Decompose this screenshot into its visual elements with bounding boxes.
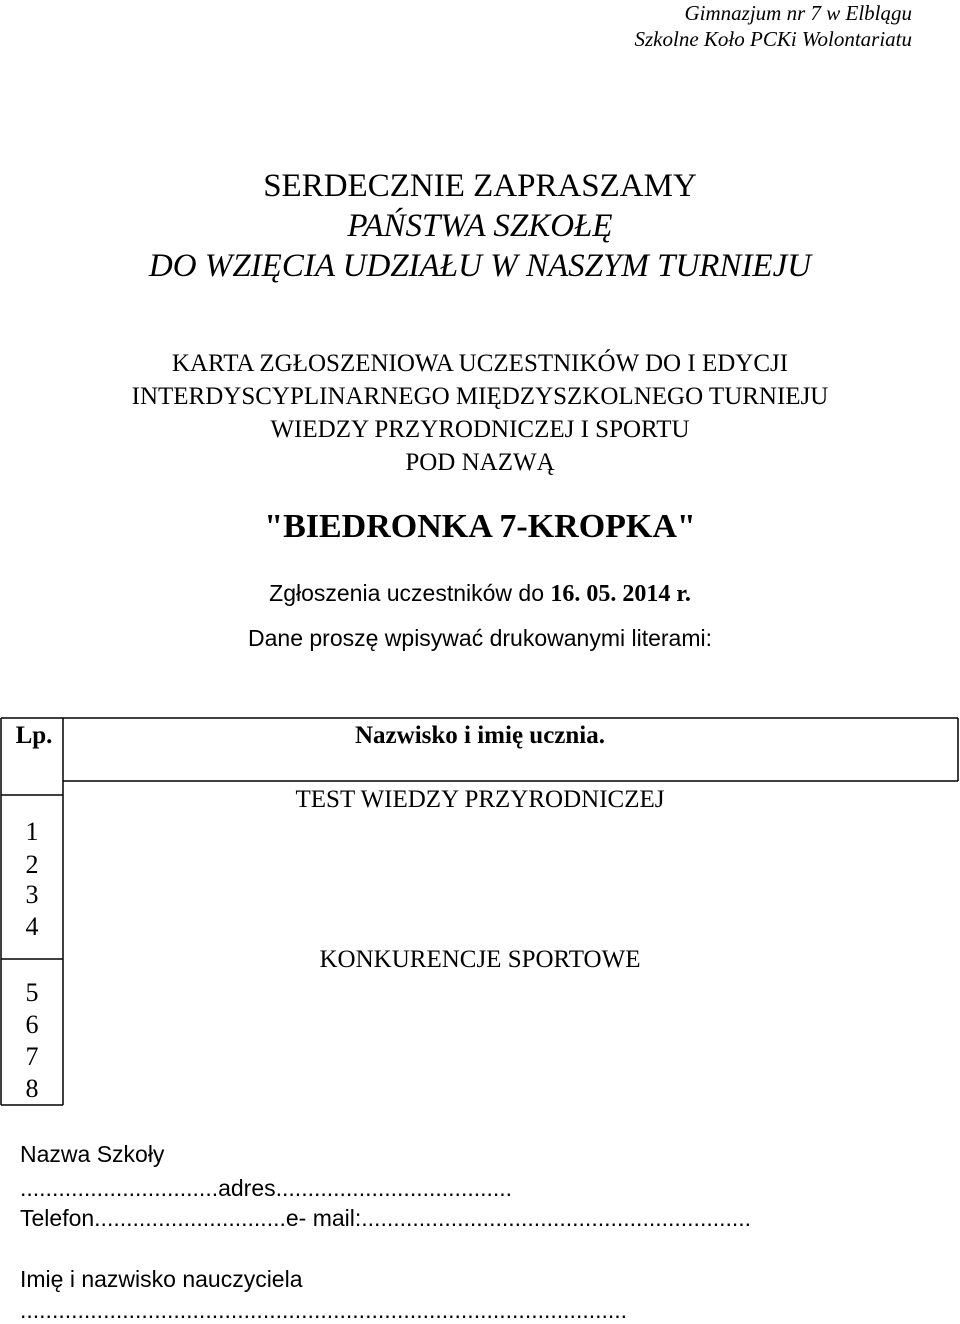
school-name: Gimnazjum nr 7 w Elblągu <box>684 1 912 25</box>
column-header-name: Nazwisko i imię ucznia. <box>355 722 605 749</box>
instruction-text: Dane proszę wpisywać drukowanymi literami: <box>248 625 712 651</box>
section-nature-test: TEST WIEDZY PRZYRODNICZEJ <box>295 786 665 813</box>
card-line-2: INTERDYSCYPLINARNEGO MIĘDZYSZKOLNEGO TURNIEJU <box>131 383 829 410</box>
deadline-text <box>0 579 960 608</box>
column-header-lp: Lp. <box>15 722 53 749</box>
card-line-3: WIEDZY PRZYRODNICZEJ I SPORTU <box>270 416 690 443</box>
row-number: 6 <box>25 1010 39 1039</box>
row-number: 7 <box>25 1042 39 1071</box>
teacher-name-field[interactable]: ............................................................................................... <box>20 1297 628 1323</box>
school-name-label: Nazwa Szkoły <box>20 1141 165 1167</box>
address-field[interactable]: ...............................adres..................................... <box>20 1175 513 1201</box>
row-number: 2 <box>25 850 39 879</box>
row-number: 3 <box>25 880 39 909</box>
club-name: Szkolne Koło PCKi Wolontariatu <box>634 27 912 51</box>
card-line-4: POD NAZWĄ <box>405 449 555 476</box>
deadline-prefix: Zgłoszenia uczestników do <box>269 580 551 606</box>
registration-table <box>0 717 960 1106</box>
invitation-line-1: SERDECZNIE ZAPRASZAMY <box>263 168 697 204</box>
tournament-name: "BIEDRONKA 7-KROPKA" <box>264 508 696 545</box>
row-number: 4 <box>25 912 39 941</box>
invitation-line-2: PAŃSTWA SZKOŁĘ <box>347 208 613 244</box>
row-number: 8 <box>25 1074 39 1103</box>
teacher-name-label: Imię i nazwisko nauczyciela <box>20 1266 303 1292</box>
card-line-1: KARTA ZGŁOSZENIOWA UCZESTNIKÓW DO I EDYCJI <box>171 350 789 377</box>
invitation-line-3: DO WZIĘCIA UDZIAŁU W NASZYM TURNIEJU <box>148 248 812 284</box>
phone-email-field[interactable]: Telefon..............................e- mail:............................................................. <box>20 1205 752 1231</box>
row-number: 5 <box>25 978 39 1007</box>
row-number: 1 <box>25 817 39 846</box>
section-sports: KONKURENCJE SPORTOWE <box>319 946 641 973</box>
deadline-date: 16. 05. 2014 r. <box>550 581 691 607</box>
